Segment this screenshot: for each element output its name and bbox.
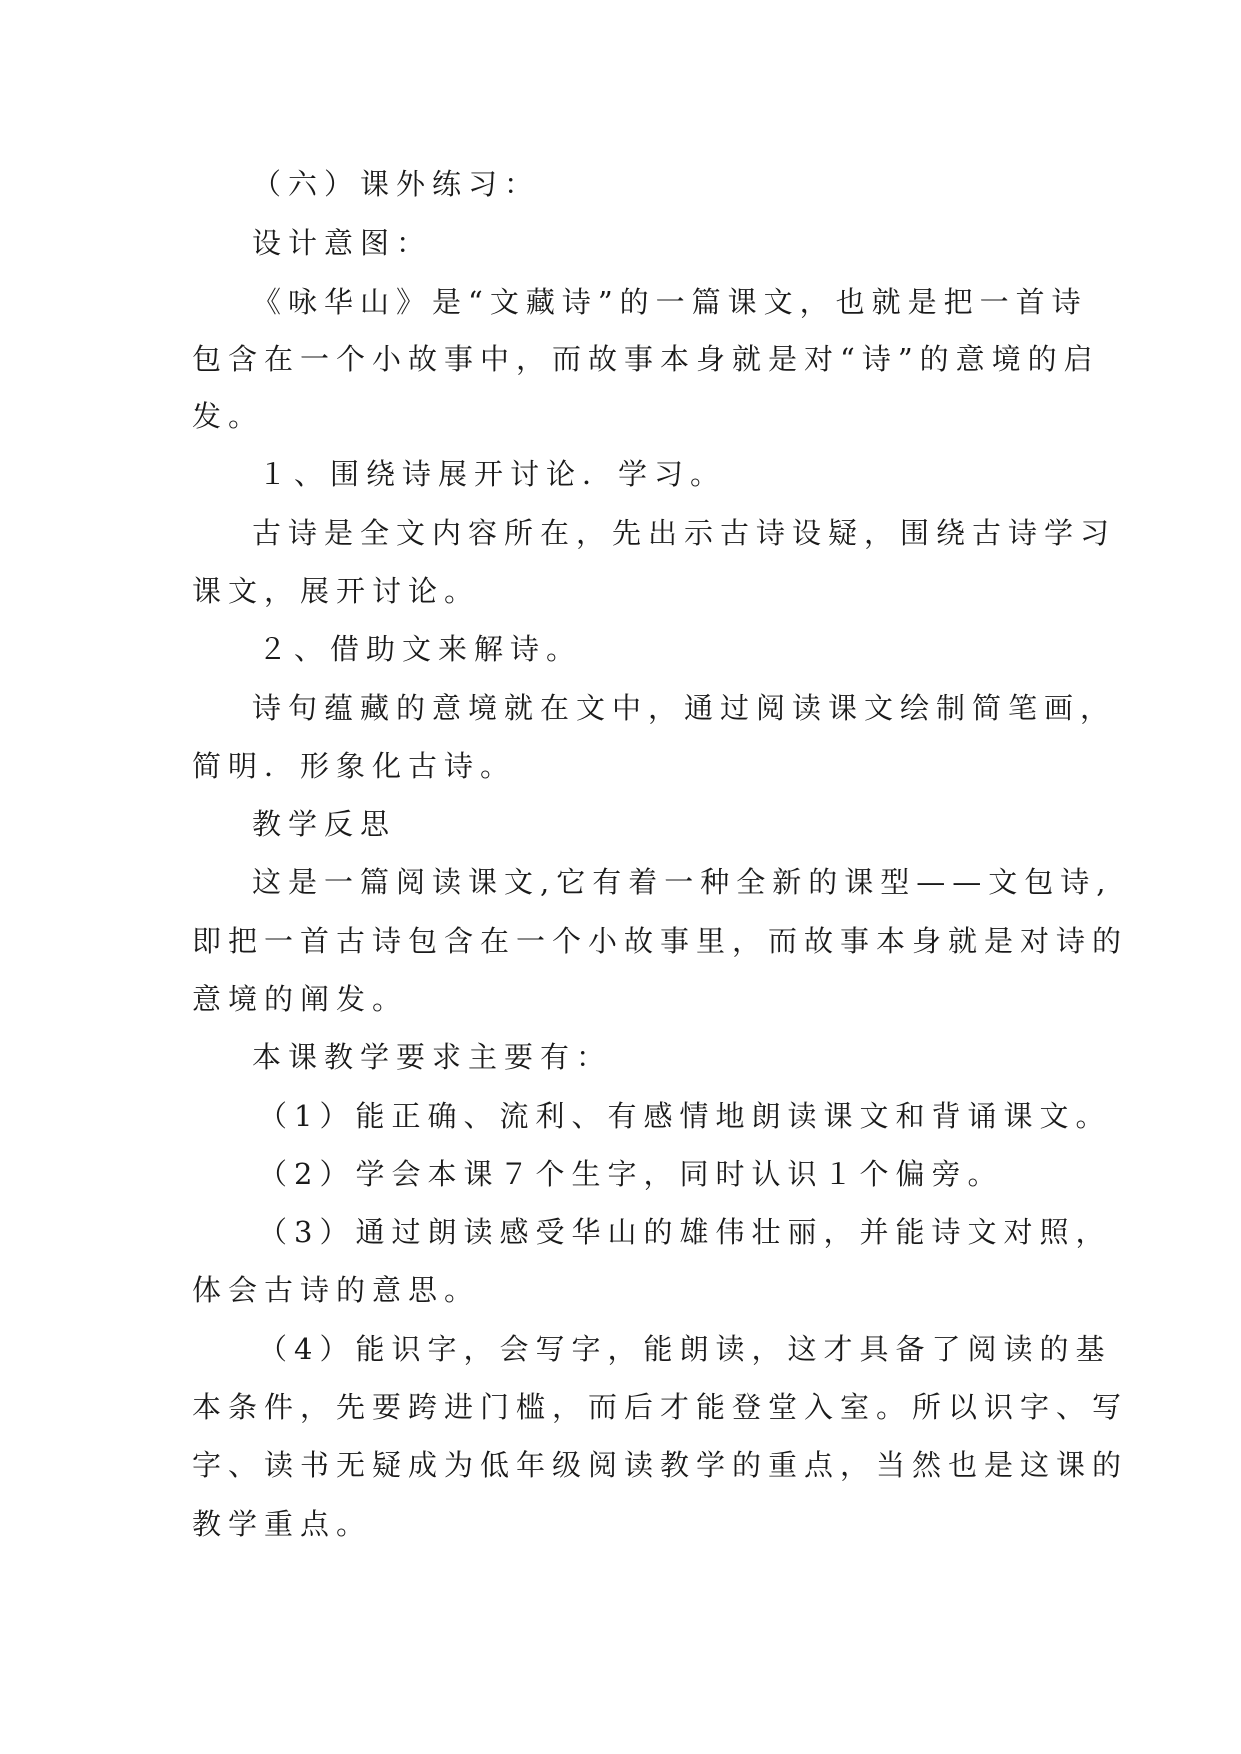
numbered-item-2: ２、借助文来解诗。 [258,632,583,666]
teaching-reflection-heading: 教学反思 [252,807,397,841]
paragraph-line: 包含在一个小故事中，而故事本身就是对“诗”的意境的启 [192,342,1100,376]
paragraph-line: 发。 [192,399,265,433]
paragraph-line: 字、读书无疑成为低年级阅读教学的重点，当然也是这课的 [192,1448,1129,1482]
paragraph-line: 这是一篇阅读课文,它有着一种全新的课型——文包诗, [252,865,1113,899]
requirement-item-1: （1）能正确、流利、有感情地朗读课文和背诵课文。 [258,1099,1112,1133]
paragraph-line: 本条件，先要跨进门槛，而后才能登堂入室。所以识字、写 [192,1390,1129,1424]
section-heading-extracurricular-exercise: （六）课外练习： [252,167,541,201]
paragraph-line: 《咏华山》是“文藏诗”的一篇课文，也就是把一首诗 [252,285,1088,319]
paragraph-line: 意境的阐发。 [192,982,409,1016]
paragraph-line: 课文，展开讨论。 [192,574,481,608]
requirements-heading: 本课教学要求主要有： [252,1040,613,1074]
paragraph-line: 简明．形象化古诗。 [192,749,517,783]
requirement-item-4: （4）能识字，会写字，能朗读，这才具备了阅读的基 [258,1332,1112,1366]
paragraph-line: 古诗是全文内容所在，先出示古诗设疑，围绕古诗学习 [252,516,1117,550]
paragraph-line: 诗句蕴藏的意境就在文中，通过阅读课文绘制简笔画， [252,691,1117,725]
design-intent-heading: 设计意图： [252,226,433,260]
paragraph-line: 体会古诗的意思。 [192,1273,481,1307]
paragraph-line: 教学重点。 [192,1507,373,1541]
requirement-item-3: （3）通过朗读感受华山的雄伟壮丽，并能诗文对照， [258,1215,1112,1249]
paragraph-line: 即把一首古诗包含在一个小故事里，而故事本身就是对诗的 [192,924,1129,958]
requirement-item-2: （2）学会本课７个生字，同时认识１个偏旁。 [258,1157,1004,1191]
numbered-item-1: １、围绕诗展开讨论．学习。 [258,457,727,491]
